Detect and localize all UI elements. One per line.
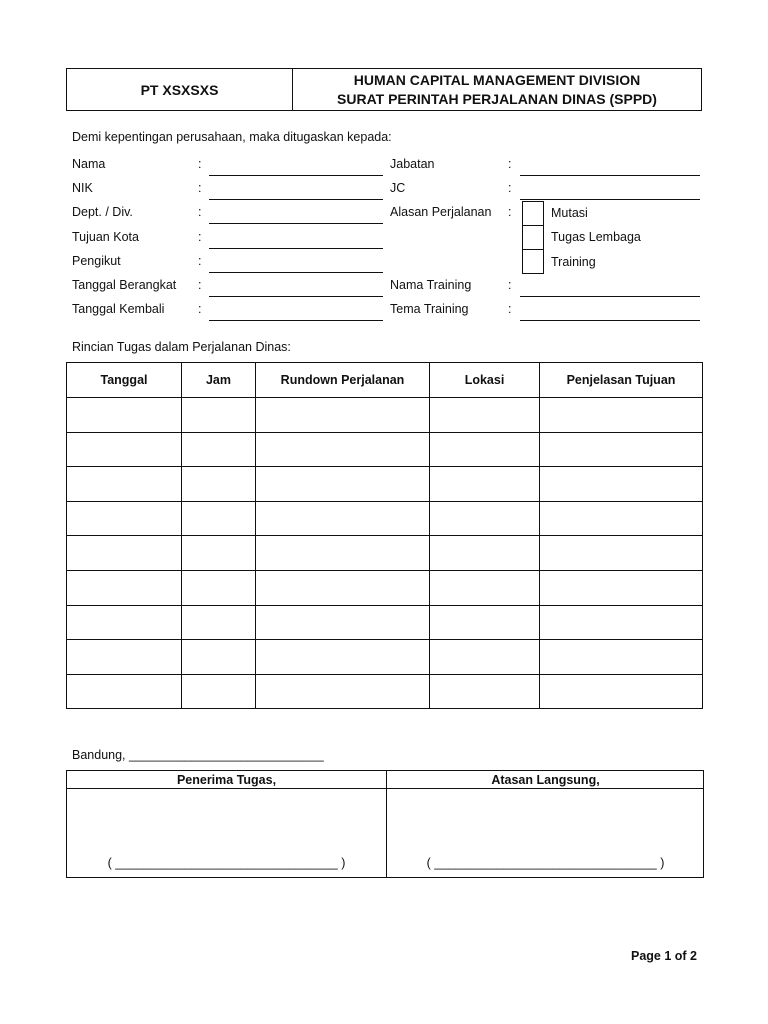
- table-row: [67, 501, 703, 536]
- colon: :: [198, 181, 202, 195]
- document-header: [66, 68, 702, 111]
- table-cell[interactable]: [182, 674, 256, 709]
- table-cell[interactable]: [67, 640, 182, 675]
- table-cell[interactable]: [182, 432, 256, 467]
- table-cell[interactable]: [430, 536, 540, 571]
- reason-tugas-lembaga: Tugas Lembaga: [551, 230, 641, 244]
- jc-field[interactable]: [520, 199, 700, 200]
- table-row: [67, 570, 703, 605]
- colon: :: [508, 302, 512, 316]
- table-cell[interactable]: [540, 536, 703, 571]
- table-cell[interactable]: [430, 432, 540, 467]
- signature-table: [66, 770, 704, 878]
- table-cell[interactable]: [67, 605, 182, 640]
- table-row: [67, 640, 703, 675]
- table-cell[interactable]: [67, 674, 182, 709]
- field-label-tujuan-kota: Tujuan Kota: [72, 230, 139, 244]
- divider: [67, 788, 703, 789]
- reason-mutasi: Mutasi: [551, 206, 588, 220]
- field-label-nama: Nama: [72, 157, 106, 171]
- tugas-lembaga-checkbox[interactable]: [522, 225, 544, 250]
- table-cell[interactable]: [256, 674, 430, 709]
- jabatan-field[interactable]: [520, 175, 700, 176]
- table-cell[interactable]: [182, 398, 256, 433]
- table-header-row: [67, 363, 703, 398]
- column-header-jam: Jam: [182, 363, 256, 398]
- receiver-signature-field[interactable]: ( ________________________________ ): [107, 856, 346, 870]
- supervisor-signature-field[interactable]: ( ________________________________ ): [426, 856, 665, 870]
- table-cell[interactable]: [256, 501, 430, 536]
- tanggal-kembali-field[interactable]: [209, 320, 383, 321]
- table-cell[interactable]: [67, 501, 182, 536]
- table-cell[interactable]: [540, 570, 703, 605]
- nik-field[interactable]: [209, 199, 383, 200]
- table-cell[interactable]: [182, 605, 256, 640]
- field-label-nama-training: Nama Training: [390, 278, 472, 292]
- receiver-heading: Penerima Tugas,: [176, 773, 277, 787]
- column-header-lokasi: Lokasi: [430, 363, 540, 398]
- table-cell[interactable]: [67, 570, 182, 605]
- table-cell[interactable]: [430, 570, 540, 605]
- table-cell[interactable]: [256, 467, 430, 502]
- table-cell[interactable]: [430, 398, 540, 433]
- table-cell[interactable]: [256, 432, 430, 467]
- table-cell[interactable]: [430, 674, 540, 709]
- field-label-alasan: Alasan Perjalanan: [390, 205, 492, 219]
- table-cell[interactable]: [182, 640, 256, 675]
- table-row: [67, 432, 703, 467]
- table-cell[interactable]: [182, 570, 256, 605]
- table-cell[interactable]: [540, 605, 703, 640]
- table-cell[interactable]: [67, 398, 182, 433]
- tujuan-kota-field[interactable]: [209, 248, 383, 249]
- table-row: [67, 674, 703, 709]
- column-header-tanggal: Tanggal: [67, 363, 182, 398]
- reason-training: Training: [551, 255, 596, 269]
- table-cell[interactable]: [540, 640, 703, 675]
- table-cell[interactable]: [540, 674, 703, 709]
- table-cell[interactable]: [430, 467, 540, 502]
- table-cell[interactable]: [430, 501, 540, 536]
- table-cell[interactable]: [182, 501, 256, 536]
- table-cell[interactable]: [182, 467, 256, 502]
- table-row: [67, 467, 703, 502]
- field-label-pengikut: Pengikut: [72, 254, 121, 268]
- nama-training-field[interactable]: [520, 296, 700, 297]
- colon: :: [198, 302, 202, 316]
- table-cell[interactable]: [540, 432, 703, 467]
- intro-text: Demi kepentingan perusahaan, maka ditugaskan kepada:: [72, 130, 392, 144]
- column-header-rundown: Rundown Perjalanan: [256, 363, 430, 398]
- pengikut-field[interactable]: [209, 272, 383, 273]
- field-label-dept: Dept. / Div.: [72, 205, 133, 219]
- place-date-line[interactable]: Bandung, ____________________________: [72, 748, 324, 762]
- column-header-penjelasan: Penjelasan Tujuan: [540, 363, 703, 398]
- table-row: [67, 398, 703, 433]
- supervisor-heading: Atasan Langsung,: [491, 773, 600, 787]
- colon: :: [508, 157, 512, 171]
- table-cell[interactable]: [67, 432, 182, 467]
- field-label-jabatan: Jabatan: [390, 157, 435, 171]
- field-label-nik: NIK: [72, 181, 93, 195]
- table-cell[interactable]: [256, 536, 430, 571]
- page-number: Page 1 of 2: [631, 949, 697, 963]
- table-cell[interactable]: [182, 536, 256, 571]
- table-cell[interactable]: [430, 640, 540, 675]
- colon: :: [198, 205, 202, 219]
- colon: :: [198, 157, 202, 171]
- table-cell[interactable]: [540, 501, 703, 536]
- table-cell[interactable]: [540, 398, 703, 433]
- table-cell[interactable]: [67, 536, 182, 571]
- table-cell[interactable]: [67, 467, 182, 502]
- colon: :: [508, 205, 512, 219]
- training-checkbox[interactable]: [522, 249, 544, 274]
- table-cell[interactable]: [256, 605, 430, 640]
- table-cell[interactable]: [256, 398, 430, 433]
- field-label-tanggal-kembali: Tanggal Kembali: [72, 302, 165, 316]
- colon: :: [198, 230, 202, 244]
- colon: :: [508, 181, 512, 195]
- tanggal-berangkat-field[interactable]: [209, 296, 383, 297]
- field-label-jc: JC: [390, 181, 406, 195]
- nama-field[interactable]: [209, 175, 383, 176]
- rincian-table: [66, 362, 703, 709]
- colon: :: [198, 254, 202, 268]
- table-row: [67, 536, 703, 571]
- table-cell[interactable]: [430, 605, 540, 640]
- dept-field[interactable]: [209, 223, 383, 224]
- table-cell[interactable]: [540, 467, 703, 502]
- colon: :: [198, 278, 202, 292]
- colon: :: [508, 278, 512, 292]
- table-cell[interactable]: [256, 640, 430, 675]
- tema-training-field[interactable]: [520, 320, 700, 321]
- mutasi-checkbox[interactable]: [522, 201, 544, 226]
- division-title: HUMAN CAPITAL MANAGEMENT DIVISION: [353, 72, 641, 88]
- table-row: [67, 605, 703, 640]
- field-label-tanggal-berangkat: Tanggal Berangkat: [72, 278, 177, 292]
- header-titles: [293, 69, 701, 110]
- rincian-title: Rincian Tugas dalam Perjalanan Dinas:: [72, 340, 291, 354]
- document-title: SURAT PERINTAH PERJALANAN DINAS (SPPD): [337, 91, 657, 107]
- company-name: PT XSXSXS: [67, 69, 293, 110]
- table-cell[interactable]: [256, 570, 430, 605]
- field-label-tema-training: Tema Training: [390, 302, 469, 316]
